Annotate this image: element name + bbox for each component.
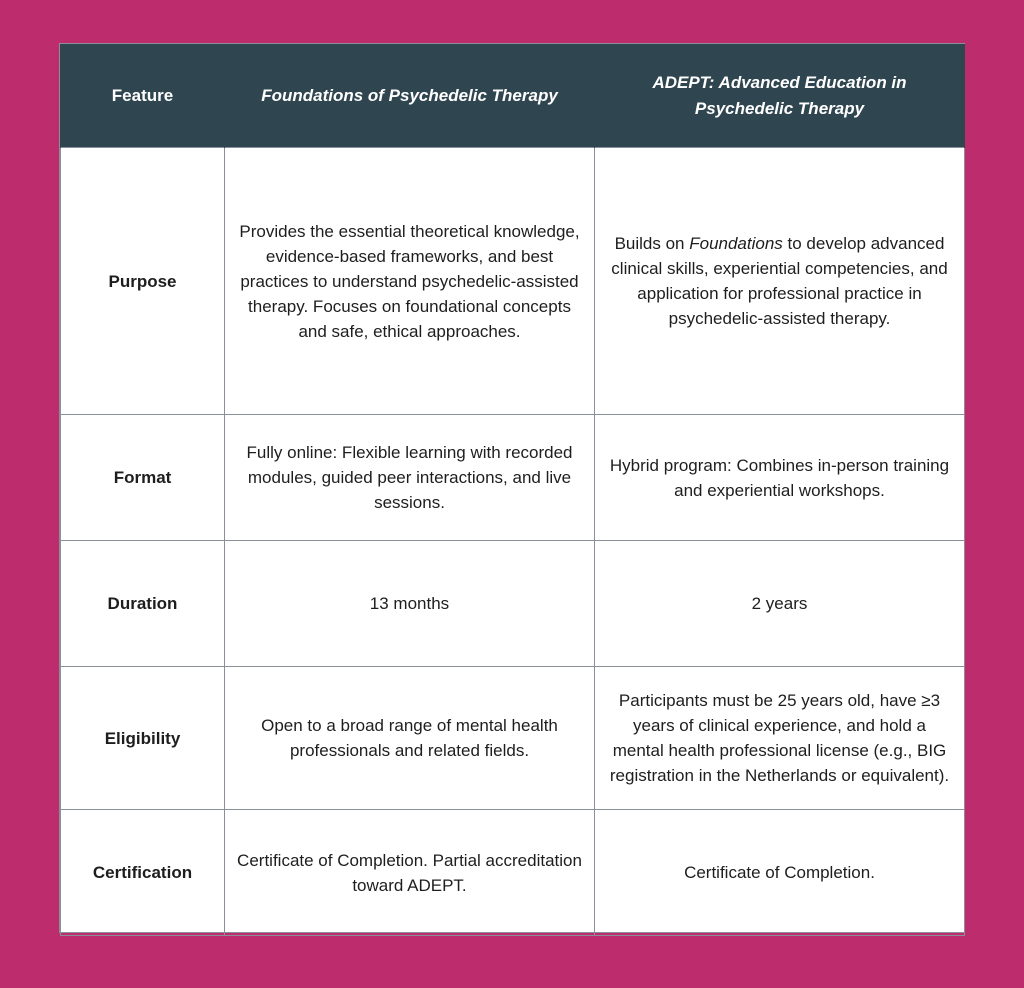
header-feature: Feature xyxy=(61,44,225,148)
table-row-duration xyxy=(61,541,965,667)
feature-label-format: Format xyxy=(61,415,225,541)
foundations-format: Fully online: Flexible learning with recorded modules, guided peer interactions, and live sessions. xyxy=(225,415,595,541)
feature-label-purpose: Purpose xyxy=(61,148,225,415)
adept-certification: Certificate of Completion. xyxy=(595,810,965,936)
foundations-eligibility: Open to a broad range of mental health professionals and related fields. xyxy=(225,667,595,810)
table-row-eligibility xyxy=(61,667,965,810)
adept-purpose-prefix: Builds on xyxy=(614,234,690,253)
foundations-duration: 13 months xyxy=(225,541,595,667)
table-row-purpose xyxy=(61,148,965,415)
table-header-row xyxy=(61,44,965,148)
feature-label-certification: Certification xyxy=(61,810,225,936)
table-row-certification xyxy=(61,810,965,936)
feature-label-duration: Duration xyxy=(61,541,225,667)
foundations-certification: Certificate of Completion. Partial accreditation toward ADEPT. xyxy=(225,810,595,936)
adept-purpose-suffix: to develop advanced clinical skills, experiential competencies, and application for professional practice in psychedelic-assisted therapy. xyxy=(611,234,948,328)
program-comparison-table xyxy=(60,44,965,936)
adept-eligibility: Participants must be 25 years old, have ≥3 years of clinical experience, and hold a mental health professional license (e.g., BIG registration in the Netherlands or equivalent). xyxy=(595,667,965,810)
adept-purpose-emphasis: Foundations xyxy=(689,234,783,253)
table-row-format xyxy=(61,415,965,541)
header-foundations: Foundations of Psychedelic Therapy xyxy=(225,44,595,148)
adept-duration: 2 years xyxy=(595,541,965,667)
comparison-table-container xyxy=(60,44,964,932)
foundations-purpose: Provides the essential theoretical knowledge, evidence-based frameworks, and best practices to understand psychedelic-assisted therapy. Focuses on foundational concepts and safe, ethical approaches. xyxy=(225,148,595,415)
header-adept: ADEPT: Advanced Education in Psychedelic Therapy xyxy=(595,44,965,148)
adept-purpose xyxy=(595,148,965,415)
adept-format: Hybrid program: Combines in-person training and experiential workshops. xyxy=(595,415,965,541)
feature-label-eligibility: Eligibility xyxy=(61,667,225,810)
